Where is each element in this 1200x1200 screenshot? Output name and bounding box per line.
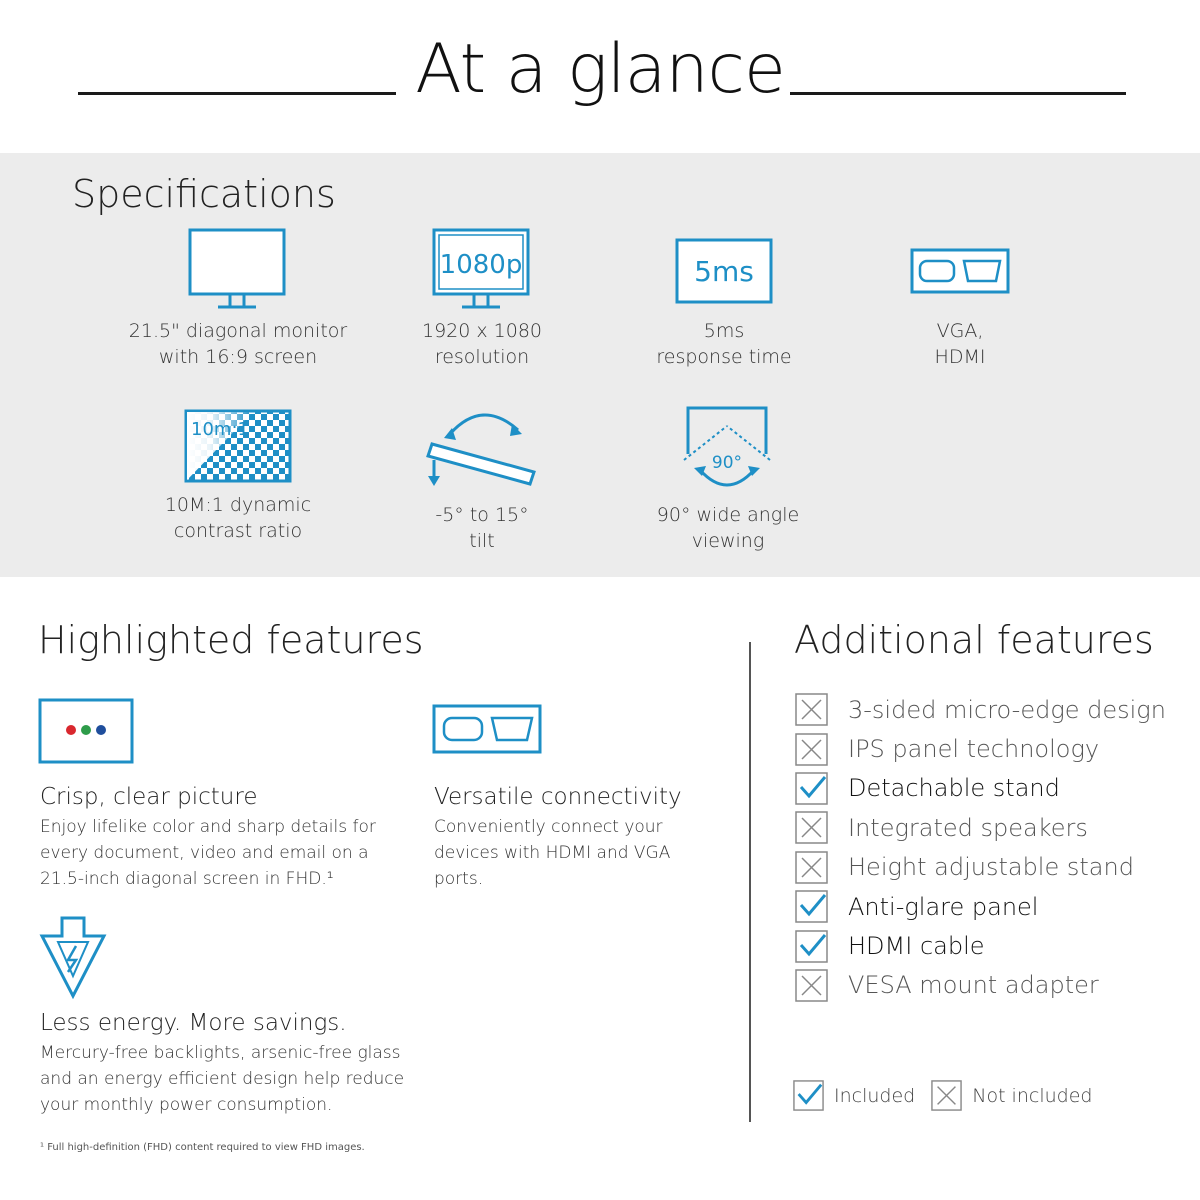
feature-connectivity (434, 784, 684, 892)
spec-label: 90° wide angle viewing (656, 504, 800, 552)
spec-label: 5ms response time (656, 320, 792, 368)
monitor-icon (188, 228, 288, 310)
display-dots-icon (38, 698, 134, 764)
legend (793, 1080, 1108, 1111)
not-included-icon (931, 1080, 962, 1111)
additional-features-list (795, 690, 1175, 1005)
feature-crisp-picture (40, 784, 410, 892)
highlighted-features-heading: Highlighted features (38, 618, 424, 662)
legend-not-included-label: Not included (972, 1084, 1093, 1107)
list-item (795, 769, 1175, 808)
feature-label: IPS panel technology (848, 735, 1100, 764)
feature-label: Anti-glare panel (848, 892, 1039, 921)
spec-label: VGA, HDMI (934, 320, 986, 368)
spec-label: -5° to 15° tilt (435, 504, 529, 552)
feature-label: 3-sided micro-edge design (848, 695, 1166, 724)
feature-description: Mercury-free backlights, arsenic-free glass and an energy efficient design help reduce your monthly power consumption. (40, 1043, 405, 1115)
spec-ports (840, 228, 1080, 370)
not-included-icon (795, 811, 828, 844)
not-included-icon (795, 693, 828, 726)
spec-response-time (604, 228, 844, 370)
not-included-icon (795, 733, 828, 766)
spec-label: 21.5" diagonal monitor with 16:9 screen (128, 320, 348, 368)
not-included-icon (795, 851, 828, 884)
feature-label: HDMI cable (848, 932, 985, 961)
section-divider (749, 642, 751, 1122)
feature-title: Less energy. More savings. (40, 1010, 347, 1036)
spec-label: 1920 x 1080 resolution (421, 320, 543, 368)
legend-included-label: Included (834, 1084, 916, 1107)
title-rule-right (790, 92, 1126, 95)
feature-label: Height adjustable stand (848, 853, 1134, 882)
not-included-icon (795, 969, 828, 1002)
footnote: ¹ Full high-definition (FHD) content required to view FHD images. (40, 1142, 365, 1153)
feature-description: Conveniently connect your devices with HDMI and VGA ports. (434, 817, 671, 889)
contrast-ratio-icon (183, 408, 293, 484)
specifications-heading: Specifications (72, 172, 336, 216)
feature-title: Versatile connectivity (434, 784, 682, 810)
list-item (795, 926, 1175, 965)
connectivity-ports-icon (432, 704, 542, 754)
feature-label: VESA mount adapter (848, 971, 1099, 1000)
tilt-icon (422, 404, 542, 494)
svg-text:5ms: 5ms (694, 255, 754, 288)
spec-viewing-angle (608, 404, 848, 554)
included-check-icon (795, 772, 828, 805)
spec-screen-size (118, 228, 358, 370)
additional-features-heading: Additional features (794, 618, 1154, 662)
list-item (795, 848, 1175, 887)
feature-label: Detachable stand (848, 774, 1060, 803)
spec-tilt (362, 404, 602, 554)
response-time-icon (674, 228, 774, 310)
list-item (795, 690, 1175, 729)
included-check-icon (795, 930, 828, 963)
svg-text:10m:1: 10m:1 (191, 419, 249, 440)
viewing-angle-icon (678, 404, 778, 494)
feature-label: Integrated speakers (848, 813, 1088, 842)
spec-contrast-ratio (118, 408, 358, 544)
list-item (795, 966, 1175, 1005)
feature-energy (40, 1010, 410, 1118)
energy-icon (38, 914, 108, 1000)
included-check-icon (793, 1080, 824, 1111)
list-item (795, 808, 1175, 847)
list-item (795, 887, 1175, 926)
spec-label: 10M:1 dynamic contrast ratio (164, 494, 312, 542)
feature-title: Crisp, clear picture (40, 784, 258, 810)
feature-description: Enjoy lifelike color and sharp details for every document, video and email on a 21.5-inch diagonal screen in FHD.¹ (40, 817, 376, 889)
included-check-icon (795, 890, 828, 923)
page-title: At a glance (415, 30, 785, 109)
svg-text:90°: 90° (711, 453, 743, 473)
ports-icon (910, 228, 1010, 310)
svg-text:1080p: 1080p (439, 250, 523, 280)
spec-resolution (362, 228, 602, 370)
resolution-1080p-icon (432, 228, 532, 310)
list-item (795, 729, 1175, 768)
